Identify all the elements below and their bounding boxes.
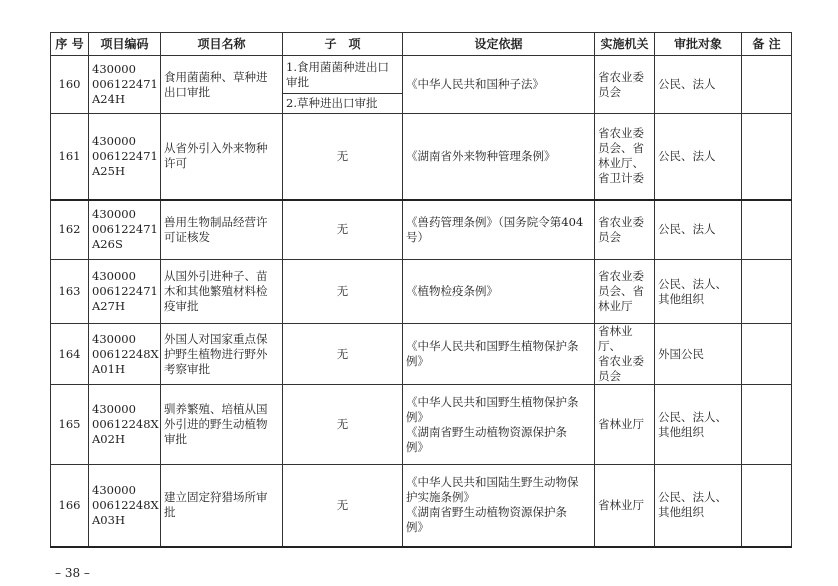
cell-subitem: 无	[283, 385, 403, 465]
cell-name: 驯养繁殖、培植从国 外引进的野生动植物 审批	[161, 385, 283, 465]
cell-authority: 省林业厅	[595, 465, 655, 547]
table-row	[51, 260, 792, 324]
cell-seq: 166	[51, 465, 89, 547]
cell-name: 建立固定狩猎场所审 批	[161, 465, 283, 547]
cell-authority: 省林业厅、 省农业委 员会	[595, 324, 655, 385]
cell-authority: 省农业委 员会、省 林业厅	[595, 260, 655, 324]
cell-target: 外国公民	[655, 324, 742, 385]
cell-authority: 省农业委 员会、省 林业厅、 省卫计委	[595, 114, 655, 200]
cell-code: 430000 00612248X A01H	[89, 324, 161, 385]
table-row	[51, 114, 792, 200]
cell-target: 公民、法人、 其他组织	[655, 260, 742, 324]
cell-code: 430000 00612248X A03H	[89, 465, 161, 547]
cell-seq: 161	[51, 114, 89, 200]
cell-seq: 160	[51, 56, 89, 114]
header-basis: 设定依据	[403, 33, 595, 56]
cell-remarks	[742, 324, 792, 385]
cell-code: 430000 006122471 A26S	[89, 200, 161, 260]
cell-authority: 省林业厅	[595, 385, 655, 465]
cell-remarks	[742, 200, 792, 260]
cell-subitem: 2.草种进出口审批	[283, 94, 403, 114]
cell-basis: 《兽药管理条例》（国务院令第404 号）	[403, 200, 595, 260]
page-number: – 38 –	[55, 566, 90, 580]
cell-seq: 162	[51, 200, 89, 260]
cell-code: 430000 006122471 A27H	[89, 260, 161, 324]
cell-code: 430000 006122471 A25H	[89, 114, 161, 200]
cell-remarks	[742, 114, 792, 200]
cell-subitem: 1.食用菌菌种进出口 审批	[283, 56, 403, 94]
cell-basis: 《中华人民共和国种子法》	[403, 56, 595, 114]
cell-seq: 164	[51, 324, 89, 385]
cell-basis: 《中华人民共和国陆生野生动物保 护实施条例》 《湖南省野生动植物资源保护条 例》	[403, 465, 595, 547]
cell-seq: 165	[51, 385, 89, 465]
cell-subitem: 无	[283, 324, 403, 385]
table-row	[51, 324, 792, 385]
cell-subitem: 无	[283, 114, 403, 200]
approval-items-table	[50, 32, 792, 548]
cell-authority: 省农业委 员会	[595, 56, 655, 114]
cell-remarks	[742, 260, 792, 324]
cell-name: 从国外引进种子、苗 木和其他繁殖材料检 疫审批	[161, 260, 283, 324]
cell-seq: 163	[51, 260, 89, 324]
cell-subitem: 无	[283, 260, 403, 324]
header-name: 项目名称	[161, 33, 283, 56]
table-row	[51, 200, 792, 260]
table-row	[51, 465, 792, 547]
table-row	[51, 56, 792, 94]
header-target: 审批对象	[655, 33, 742, 56]
cell-target: 公民、法人	[655, 114, 742, 200]
cell-basis: 《中华人民共和国野生植物保护条 例》	[403, 324, 595, 385]
table-header-row	[51, 33, 792, 56]
cell-basis: 《湖南省外来物种管理条例》	[403, 114, 595, 200]
cell-target: 公民、法人	[655, 56, 742, 114]
cell-subitem: 无	[283, 465, 403, 547]
cell-subitem: 无	[283, 200, 403, 260]
cell-name: 从省外引入外来物种 许可	[161, 114, 283, 200]
cell-target: 公民、法人、 其他组织	[655, 385, 742, 465]
header-subitem: 子 项	[283, 33, 403, 56]
cell-code: 430000 00612248X A02H	[89, 385, 161, 465]
header-authority: 实施机关	[595, 33, 655, 56]
cell-name: 兽用生物制品经营许 可证核发	[161, 200, 283, 260]
cell-code: 430000 006122471 A24H	[89, 56, 161, 114]
cell-remarks	[742, 385, 792, 465]
cell-remarks	[742, 56, 792, 114]
cell-target: 公民、法人、 其他组织	[655, 465, 742, 547]
header-code: 项目编码	[89, 33, 161, 56]
cell-remarks	[742, 465, 792, 547]
cell-authority: 省农业委 员会	[595, 200, 655, 260]
header-remarks: 备 注	[742, 33, 792, 56]
cell-basis: 《植物检疫条例》	[403, 260, 595, 324]
cell-name: 食用菌菌种、草种进 出口审批	[161, 56, 283, 114]
cell-name: 外国人对国家重点保 护野生植物进行野外 考察审批	[161, 324, 283, 385]
cell-basis: 《中华人民共和国野生植物保护条 例》 《湖南省野生动植物资源保护条 例》	[403, 385, 595, 465]
header-seq: 序 号	[51, 33, 89, 56]
cell-target: 公民、法人	[655, 200, 742, 260]
table-row	[51, 385, 792, 465]
